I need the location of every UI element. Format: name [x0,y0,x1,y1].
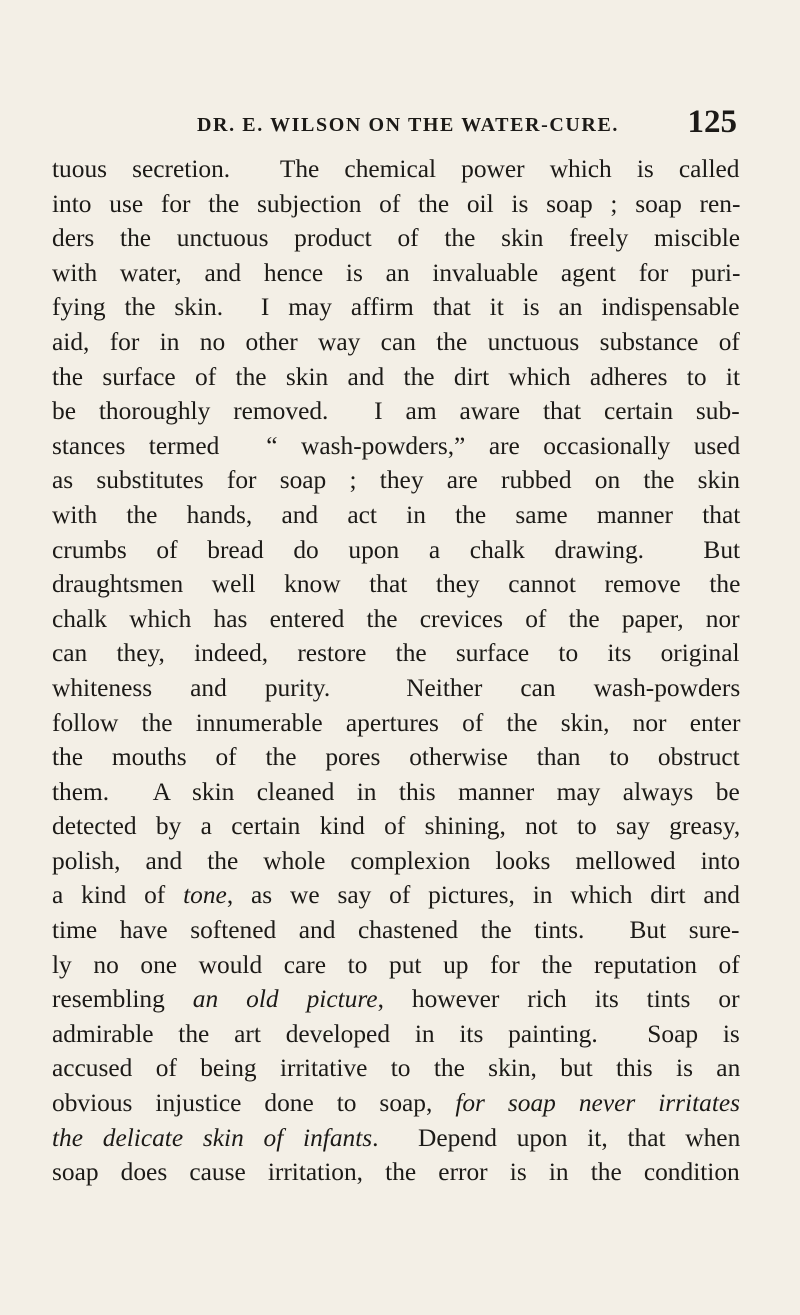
text-segment: soap does cause irritation, the error is in the condition [52,1158,740,1187]
text-segment: , however rich its tints or [377,985,740,1014]
text-segment: whiteness and purity. Neither can wash-powders [52,673,741,702]
text-segment: be thoroughly removed. I am aware that certain sub- [52,397,740,426]
text-segment: the mouths of the pores otherwise than to obstruct [52,743,740,772]
text-segment: stances termed “ wash-powders,” are occasionally used [52,431,741,460]
text-line [52,775,740,810]
text-segment: with water, and hence is an invaluable agent for puri- [52,258,741,287]
text-segment: crumbs of bread do upon a chalk drawing. But [52,535,741,564]
text-segment: them. A skin cleaned in this manner may always be [52,777,740,806]
text-line [52,463,740,498]
text-segment: time have softened and chastened the tints. But sure- [52,916,740,945]
text-line [52,1017,740,1052]
text-segment: ders the unctuous product of the skin freely miscible [52,224,741,253]
text-segment: as substitutes for soap ; they are rubbed on the skin [52,466,740,495]
text-segment: admirable the art developed in its painting. Soap is [52,1019,740,1048]
text-segment: . Depend upon it, that when [372,1123,741,1152]
italic-text: the delicate skin of infants [52,1123,373,1152]
text-line [52,187,740,222]
text-segment: detected by a certain kind of shining, not to say greasy, [52,812,741,841]
page-number: 125 [687,104,737,140]
text-line [52,671,740,706]
running-title: DR. E. WILSON ON THE WATER-CURE. [197,114,620,136]
running-head [197,104,737,144]
text-segment: , as we say of pictures, in which dirt and [226,881,741,910]
text-segment: tuous secretion. The chemical power which is called [52,155,740,183]
text-line [52,1051,740,1086]
body-text [52,152,740,1190]
text-line [52,221,740,256]
text-line [52,878,740,913]
text-segment: the surface of the skin and the dirt which adheres to it [52,362,741,391]
text-line [52,325,740,360]
text-segment: with the hands, and act in the same manner that [52,500,741,529]
text-line [52,256,740,291]
text-line [52,1121,740,1156]
text-segment: chalk which has entered the crevices of the paper, nor [52,604,740,633]
text-line [52,290,740,325]
text-line [52,1086,740,1121]
text-segment: polish, and the whole complexion looks mellowed into [52,846,741,875]
text-line [52,913,740,948]
text-segment: can they, indeed, restore the surface to its original [52,639,740,668]
text-line [52,982,740,1017]
text-line [52,394,740,429]
text-segment: a kind of [52,881,184,910]
text-line [52,152,740,187]
text-line [52,948,740,983]
text-segment: aid, for in no other way can the unctuous substance of [52,327,740,356]
text-segment: follow the innumerable apertures of the skin, nor enter [52,708,741,737]
italic-text: tone [183,881,227,910]
italic-text: an old picture [192,985,378,1014]
text-line [52,498,740,533]
text-line [52,533,740,568]
text-segment: resembling [52,985,193,1014]
text-line [52,844,740,879]
text-segment: obvious injustice done to soap, [52,1089,456,1118]
text-line [52,740,740,775]
text-segment: into use for the subjection of the oil is soap ; soap ren- [52,189,741,218]
text-line [52,1155,740,1190]
text-line [52,602,740,637]
text-line [52,809,740,844]
text-segment: fying the skin. I may affirm that it is an indispensable [52,293,740,322]
text-line [52,706,740,741]
text-segment: accused of being irritative to the skin, but this is an [52,1054,741,1083]
text-segment: draughtsmen well know that they cannot remove the [52,570,741,599]
text-line [52,567,740,602]
text-line [52,636,740,671]
text-line [52,429,740,464]
text-line [52,360,740,395]
text-segment: ly no one would care to put up for the reputation of [52,950,740,979]
italic-text: for soap never irritates [455,1089,741,1118]
